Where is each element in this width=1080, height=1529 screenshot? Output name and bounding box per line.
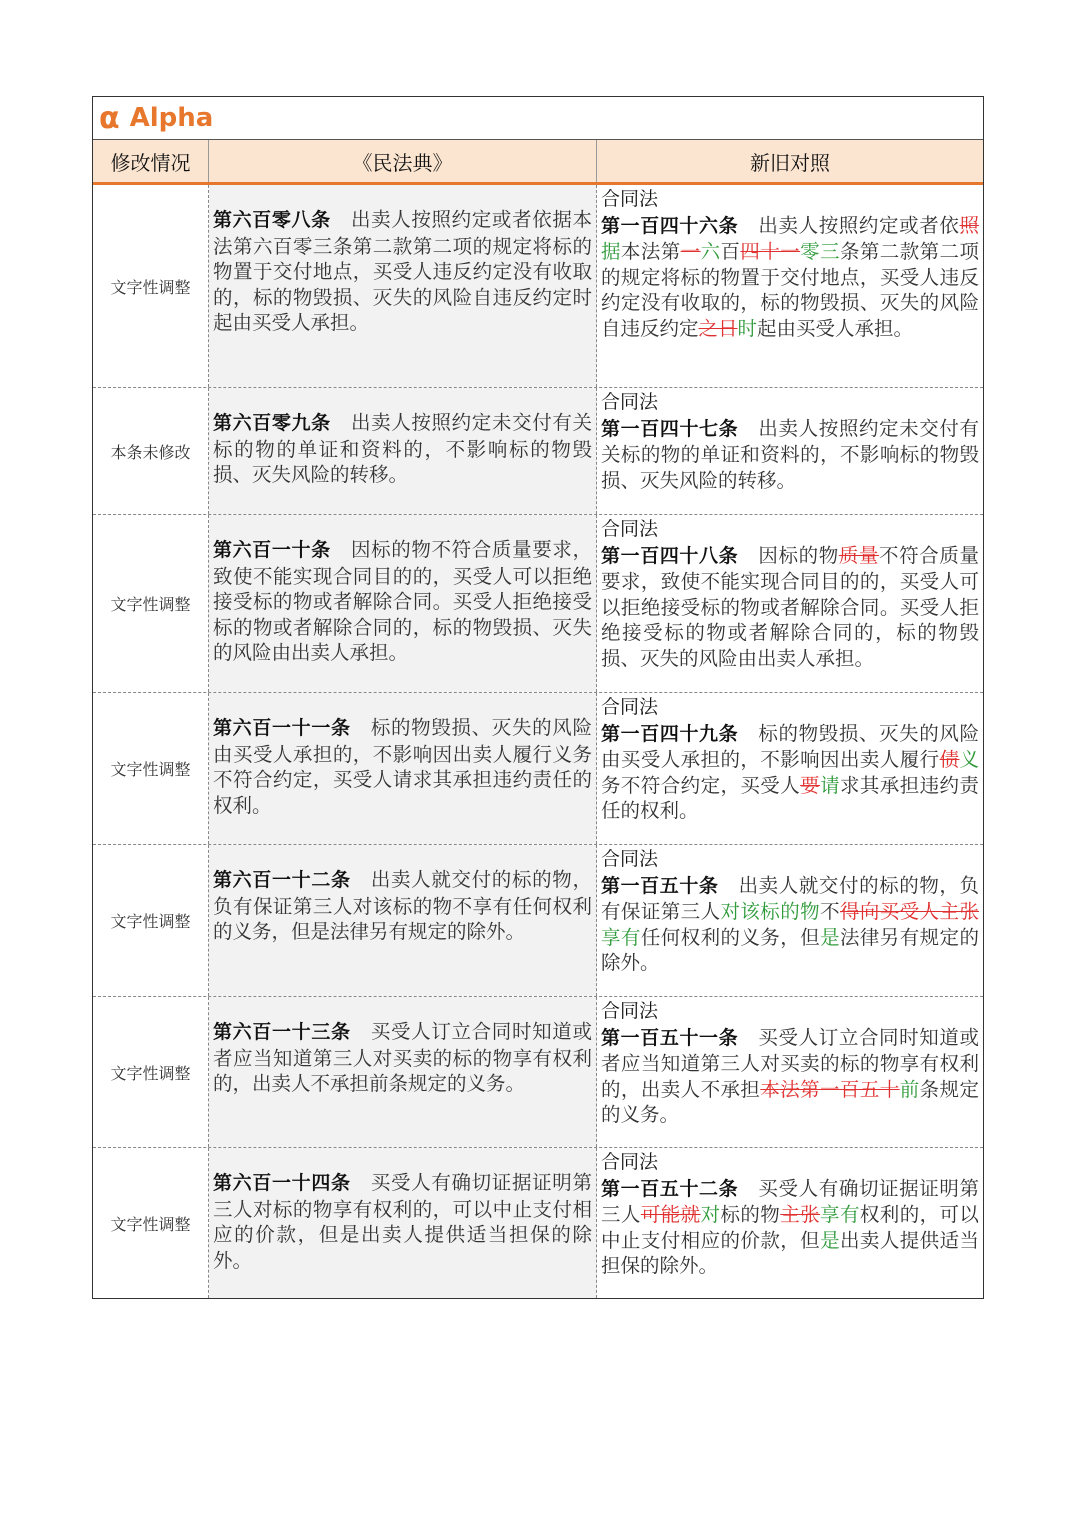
deleted-text: 质量 <box>838 543 880 567</box>
logo-text: Alpha <box>129 103 214 133</box>
unchanged-text: 百 <box>720 240 741 263</box>
old-law-name: 合同法 <box>601 696 659 718</box>
unchanged-text: 本法第 <box>620 240 681 263</box>
inserted-text: 时 <box>737 316 758 340</box>
inserted-text: 享有 <box>601 925 641 949</box>
article-number: 第六百一十一条 <box>213 717 351 739</box>
comparison-cell <box>597 515 983 692</box>
old-law-name: 合同法 <box>601 188 659 210</box>
unchanged-text: 条规定的义务。 <box>601 1077 979 1126</box>
civil-code-cell <box>209 693 597 844</box>
civil-code-cell <box>209 1148 597 1298</box>
old-law-name: 合同法 <box>601 391 659 413</box>
unchanged-text: 求其承担违约责任的权利。 <box>601 773 979 822</box>
inserted-text: 六 <box>700 240 721 263</box>
deleted-text: 债 <box>939 748 960 771</box>
unchanged-text: 买受人订立合同时知道或者应当知道第三人对买卖的标的物享有权利的，出卖人不承担 <box>601 1025 979 1101</box>
inserted-text: 义 <box>959 748 979 771</box>
article-text: 标的物毁损、灭失的风险由买受人承担的，不影响因出卖人履行义务不符合约定，买受人请求其承担违约责任的权利。 <box>213 716 592 817</box>
old-article-number: 第一百五十条 <box>601 874 719 897</box>
inserted-text: 是 <box>820 1228 840 1252</box>
article-text: 出卖人就交付的标的物，负有保证第三人对该标的物不享有任何权利的义务，但是法律另有规定的除外。 <box>213 868 592 943</box>
civil-code-cell <box>209 997 597 1147</box>
header-status: 修改情况 <box>93 140 209 182</box>
status-cell: 文字性调整 <box>93 185 209 387</box>
logo-bar <box>93 97 983 140</box>
article-number: 第六百一十三条 <box>213 1021 351 1043</box>
deleted-text: 四十一 <box>740 240 801 263</box>
table-row <box>93 845 983 997</box>
article-number: 第六百一十二条 <box>213 869 351 891</box>
old-article-number: 第一百四十六条 <box>601 214 739 237</box>
unchanged-text: 法律另有规定的除外。 <box>601 925 979 974</box>
article-number: 第六百零八条 <box>213 209 331 231</box>
deleted-text: 之日 <box>698 316 738 340</box>
comparison-table <box>92 96 984 1299</box>
comparison-cell <box>597 997 983 1147</box>
civil-code-cell <box>209 845 597 996</box>
inserted-text: 据 <box>601 240 621 263</box>
old-law-name: 合同法 <box>601 1000 659 1022</box>
status-cell: 文字性调整 <box>93 997 209 1147</box>
deleted-text: 照 <box>959 213 979 237</box>
comparison-cell <box>597 1148 983 1298</box>
old-law-name: 合同法 <box>601 1151 659 1173</box>
deleted-text: 本法第一百五十 <box>760 1077 900 1101</box>
civil-code-cell <box>209 515 597 692</box>
unchanged-text: 出卖人提供适当担保的除外。 <box>601 1228 979 1277</box>
deleted-text: 主张 <box>780 1203 821 1226</box>
inserted-text: 对 <box>700 1203 721 1226</box>
article-text: 买受人订立合同时知道或者应当知道第三人对买卖的标的物享有权利的，出卖人不承担前条规定的义务。 <box>213 1020 592 1095</box>
comparison-cell <box>597 845 983 996</box>
civil-code-cell <box>209 185 597 387</box>
comparison-cell <box>597 185 983 387</box>
unchanged-text: 出卖人就交付的标的物，负有保证第三人 <box>601 873 979 923</box>
deleted-text: 要 <box>800 773 821 797</box>
inserted-text: 零三 <box>800 240 840 263</box>
status-cell: 文字性调整 <box>93 1148 209 1298</box>
table-row <box>93 388 983 515</box>
old-law-name: 合同法 <box>601 518 659 540</box>
old-law-name: 合同法 <box>601 848 659 870</box>
unchanged-text: 不 <box>820 900 840 923</box>
unchanged-text: 不符合质量要求，致使不能实现合同目的的，买受人可以拒绝接受标的物或者解除合同。买受人拒绝接受标的物或者解除合同的，标的物毁损、灭失的风险由出卖人承担。 <box>601 543 979 670</box>
table-row <box>93 185 983 388</box>
unchanged-text: 出卖人按照约定未交付有关标的物的单证和资料的，不影响标的物毁损、灭失风险的转移。 <box>601 416 979 492</box>
old-article-number: 第一百四十七条 <box>601 417 739 440</box>
deleted-text: 得向买受人主张 <box>839 900 979 923</box>
comparison-cell <box>597 693 983 844</box>
table-row <box>93 1148 983 1298</box>
header-row <box>93 140 983 185</box>
deleted-text: 一 <box>680 240 701 263</box>
old-article-number: 第一百四十八条 <box>601 544 739 567</box>
article-text: 买受人有确切证据证明第三人对标的物享有权利的，可以中止支付相应的价款，但是出卖人提供适当担保的除外。 <box>213 1171 592 1272</box>
old-article-number: 第一百五十二条 <box>601 1177 739 1200</box>
inserted-text: 前 <box>899 1077 920 1101</box>
unchanged-text: 条第二款第二项的规定将标的物置于交付地点，买受人违反约定没有收取的，标的物毁损、灭失的风险自违反约定 <box>601 240 979 340</box>
table-row <box>93 515 983 693</box>
old-article-number: 第一百五十一条 <box>601 1026 739 1049</box>
unchanged-text: 务不符合约定，买受人 <box>601 773 801 797</box>
unchanged-text: 出卖人按照约定或者依 <box>757 213 960 237</box>
unchanged-text: 标的物 <box>720 1203 781 1226</box>
table-row <box>93 693 983 845</box>
header-comparison: 新旧对照 <box>750 150 830 175</box>
inserted-text: 是 <box>820 925 840 949</box>
status-cell: 文字性调整 <box>93 515 209 692</box>
article-text: 因标的物不符合质量要求，致使不能实现合同目的的，买受人可以拒绝接受标的物或者解除合同。买受人拒绝接受标的物或者解除合同的，标的物毁损、灭失的风险由出卖人承担。 <box>213 538 592 664</box>
unchanged-text: 任何权利的义务，但 <box>640 925 821 949</box>
status-cell: 文字性调整 <box>93 693 209 844</box>
civil-code-cell <box>209 388 597 514</box>
article-number: 第六百一十条 <box>213 539 331 561</box>
unchanged-text: 因标的物 <box>757 543 839 567</box>
article-text: 出卖人按照约定未交付有关标的物的单证和资料的，不影响标的物毁损、灭失风险的转移。 <box>213 411 592 486</box>
header-civil-code: 《民法典》 <box>209 140 597 182</box>
inserted-text: 享有 <box>820 1203 860 1226</box>
status-cell: 文字性调整 <box>93 845 209 996</box>
article-number: 第六百一十四条 <box>213 1172 351 1194</box>
old-article-number: 第一百四十九条 <box>601 722 739 745</box>
table-row <box>93 997 983 1148</box>
deleted-text: 可能就 <box>640 1203 701 1226</box>
unchanged-text: 标的物毁损、灭失的风险由买受人承担的，不影响因出卖人履行 <box>601 721 979 771</box>
article-text: 出卖人按照约定或者依据本法第六百零三条第二款第二项的规定将标的物置于交付地点，买受人违反约定没有收取的，标的物毁损、灭失的风险自违反约定时起由买受人承担。 <box>213 208 592 334</box>
alpha-logo-icon: α <box>99 100 120 136</box>
article-number: 第六百零九条 <box>213 412 331 434</box>
comparison-cell <box>597 388 983 514</box>
inserted-text: 请 <box>820 773 840 797</box>
inserted-text: 对该标的物 <box>720 900 821 923</box>
unchanged-text: 权利的，可以中止支付相应的价款，但 <box>601 1203 979 1252</box>
status-cell: 本条未修改 <box>93 388 209 514</box>
unchanged-text: 起由买受人承担。 <box>757 316 914 340</box>
unchanged-text: 买受人有确切证据证明第三人 <box>601 1176 979 1226</box>
